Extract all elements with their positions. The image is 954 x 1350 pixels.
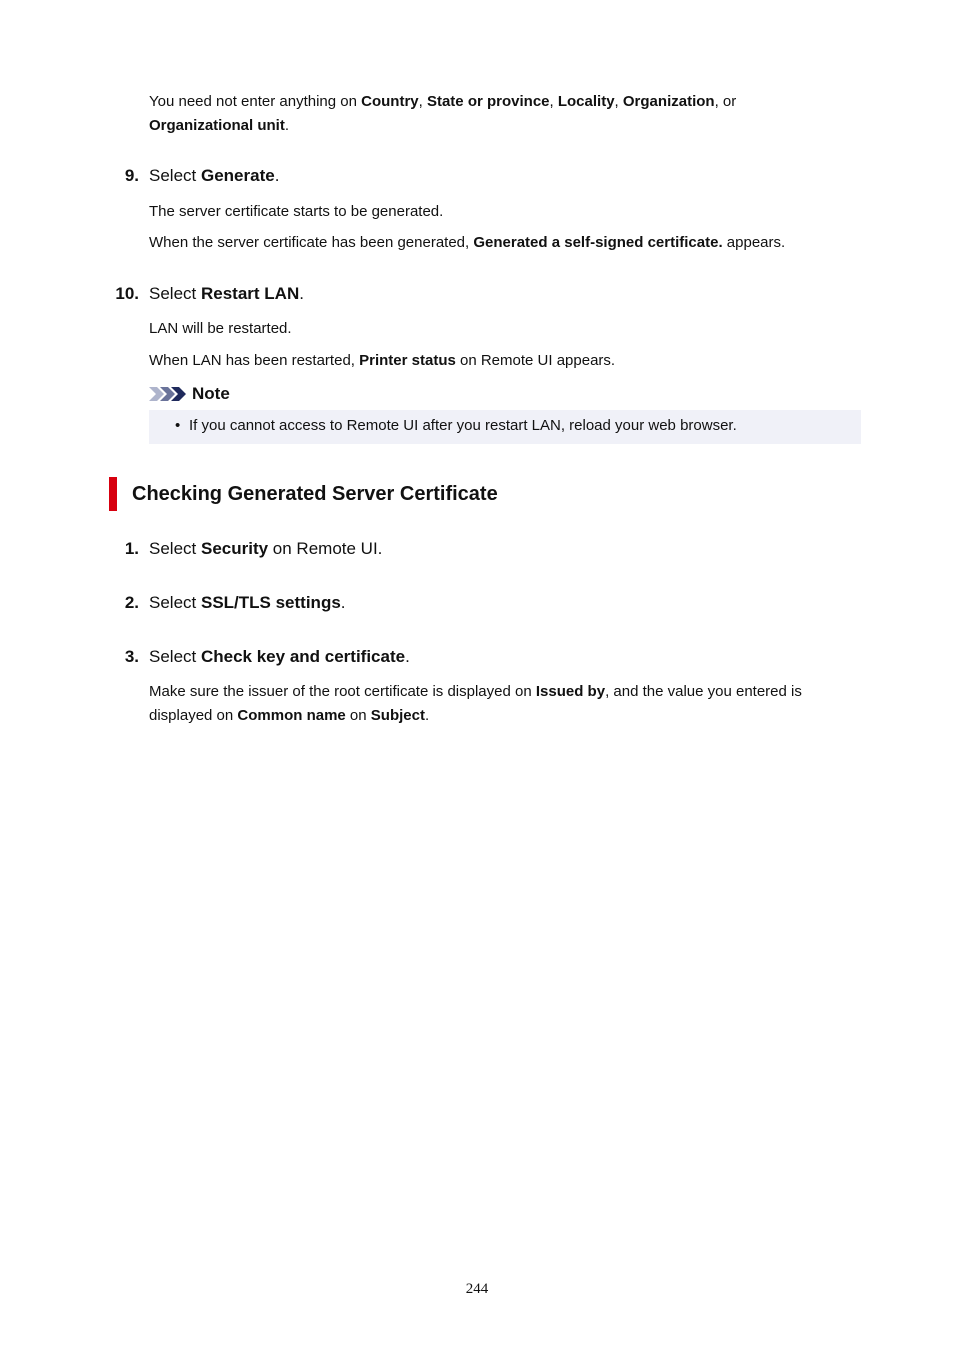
page-number: 244 <box>465 1281 489 1297</box>
bullet: • <box>175 417 181 434</box>
term-check-key: Check key and certificate <box>200 647 406 666</box>
step-10-desc-1: LAN will be restarted. <box>149 320 292 337</box>
term-locality: Locality <box>557 93 615 110</box>
term-issued-by: Issued by <box>535 683 606 700</box>
triple-chevron-icon <box>149 385 189 403</box>
step-number: 10. <box>115 284 139 303</box>
section-heading: Checking Generated Server Certificate <box>132 483 498 505</box>
term-printer-status: Printer status <box>359 352 456 369</box>
term-organization: Organization <box>622 93 715 110</box>
term-restart-lan: Restart LAN <box>200 284 300 303</box>
term-common-name: Common name <box>237 707 346 724</box>
section-step-2: Select SSL/TLS settings. <box>149 593 346 612</box>
heading-accent-bar <box>109 477 117 511</box>
step-10-title: Select Restart LAN. <box>149 284 304 303</box>
term-state: State or province <box>426 93 550 110</box>
note-text: If you cannot access to Remote UI after you restart LAN, reload your web browser. <box>189 417 737 434</box>
intro-paragraph <box>149 90 849 138</box>
intro-text: . <box>284 117 290 134</box>
step-9-desc-1: The server certificate starts to be generated. <box>149 203 444 220</box>
step-number: 1. <box>124 539 139 558</box>
intro-line-2 <box>149 114 849 138</box>
final-line-1: Make sure the issuer of the root certificate is displayed on Issued by, and the value you entered is <box>149 683 802 700</box>
term-generate: Generate <box>200 166 275 185</box>
final-line-2: displayed on Common name on Subject. <box>149 707 430 724</box>
step-number: 9. <box>124 166 139 185</box>
term-security: Security <box>200 539 269 558</box>
note-box <box>149 410 861 444</box>
term-generated-message: Generated a self-signed certificate. <box>473 234 723 251</box>
step-9-title: Select Generate. <box>149 166 280 185</box>
section-step-1: Select Security on Remote UI. <box>149 539 383 558</box>
term-ssl-tls-settings: SSL/TLS settings <box>200 593 341 612</box>
intro-text: , <box>418 93 427 110</box>
step-10-desc-2: When LAN has been restarted, Printer status on Remote UI appears. <box>149 352 616 369</box>
section-final-paragraph <box>149 680 861 728</box>
term-org-unit: Organizational unit <box>149 117 285 134</box>
intro-text: , or <box>714 93 737 110</box>
intro-line-1 <box>149 90 849 114</box>
intro-text: , <box>614 93 623 110</box>
term-subject: Subject <box>370 707 425 724</box>
step-number: 3. <box>124 647 139 666</box>
intro-text: You need not enter anything on <box>149 93 362 110</box>
step-9-desc-2: When the server certificate has been generated, Generated a self-signed certificate. appears. <box>149 234 786 251</box>
step-number: 2. <box>124 593 139 612</box>
intro-text: , <box>549 93 558 110</box>
section-step-3: Select Check key and certificate. <box>149 647 410 666</box>
note-label: Note <box>192 384 230 403</box>
term-country: Country <box>361 93 419 110</box>
